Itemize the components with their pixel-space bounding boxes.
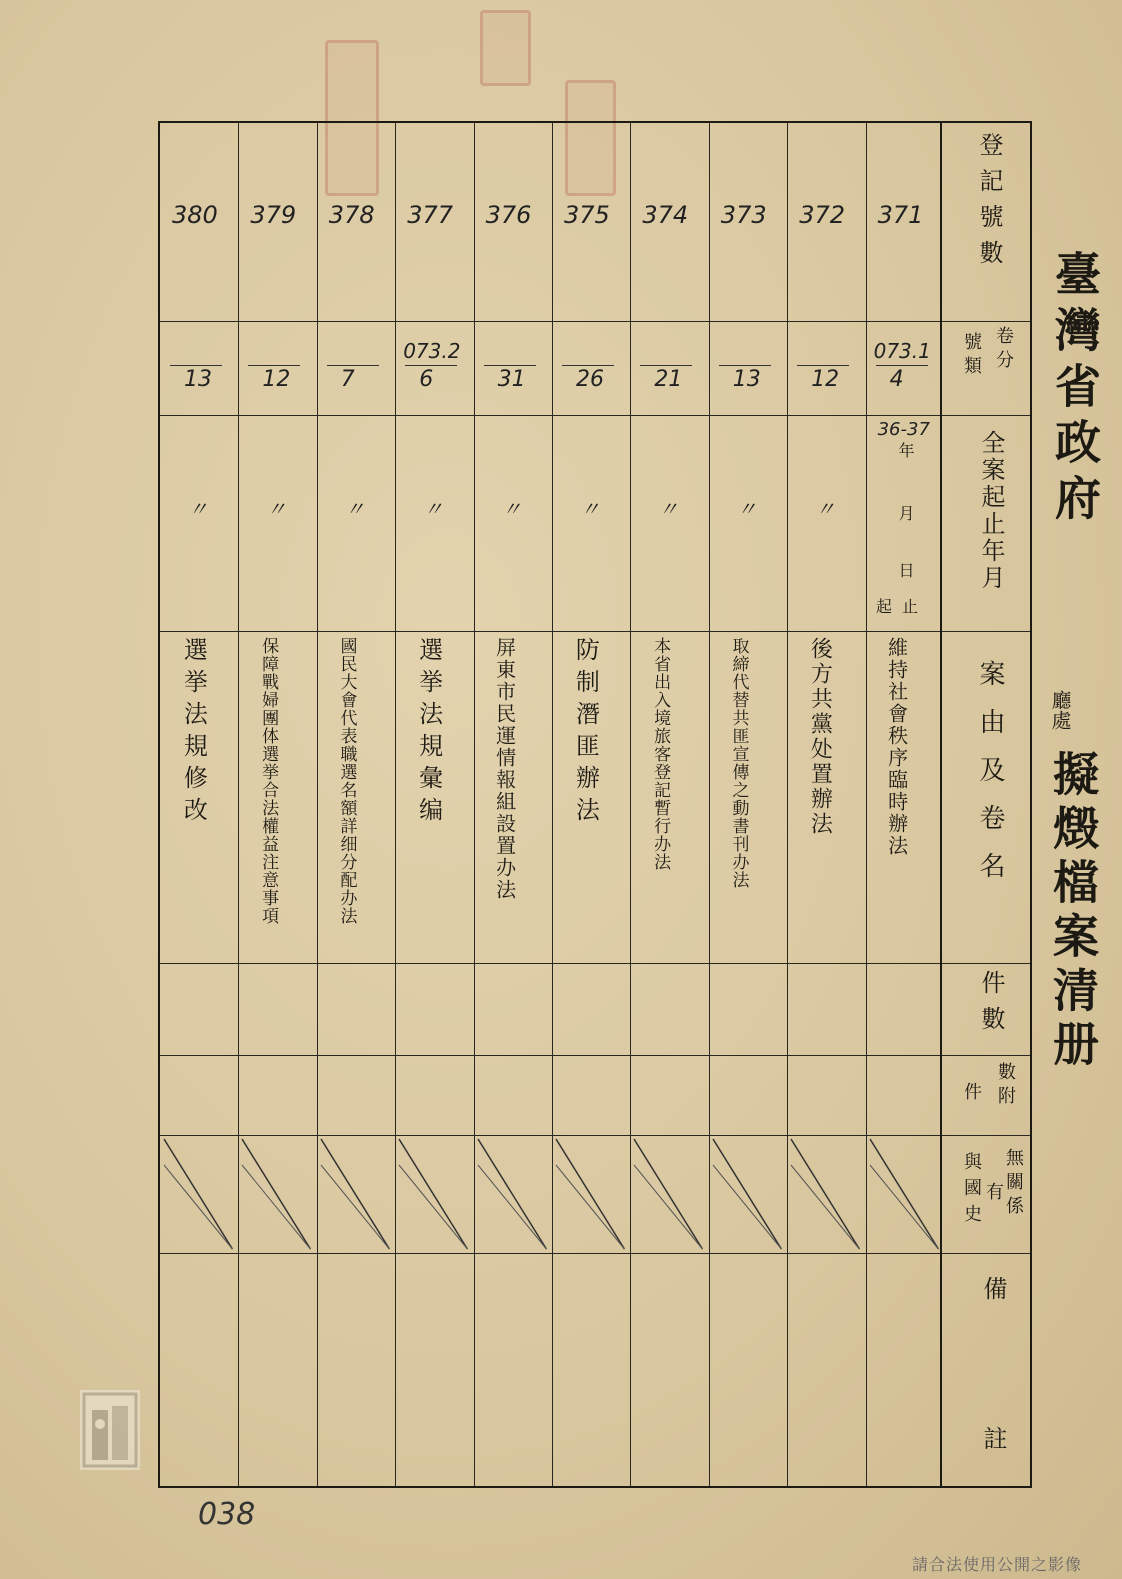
- volume-class-number: 12: [262, 367, 291, 392]
- document-dept: 廳處: [1048, 690, 1072, 730]
- class-fraction-line: [876, 365, 928, 366]
- subject-title: 維持社會秩序臨時辦法: [884, 637, 909, 857]
- header-divider: [942, 321, 1030, 322]
- row-divider: [160, 631, 940, 632]
- header-subject: 案由及卷名: [975, 660, 1005, 900]
- header-history-c: 與國史: [961, 1152, 982, 1230]
- class-fraction-line: [170, 365, 222, 366]
- history-slash-mark: [630, 1135, 708, 1253]
- document-subtitle: 擬燬檔案清册: [1046, 750, 1100, 1074]
- volume-class-number: 31: [497, 367, 526, 392]
- row-divider: [160, 963, 940, 964]
- column-divider: [866, 123, 867, 1486]
- record-number: 371: [877, 201, 924, 229]
- header-vol-class-a: 卷分: [993, 326, 1014, 374]
- period-ditto: 〃: [501, 497, 522, 521]
- header-items: 件數: [977, 970, 1005, 1042]
- volume-class-number: 21: [654, 367, 683, 392]
- period-ditto: 〃: [658, 497, 679, 521]
- header-remarks-b: 註: [979, 1426, 1007, 1462]
- history-slash-mark: [474, 1135, 552, 1253]
- row-divider: [160, 1253, 940, 1254]
- history-slash-mark: [552, 1135, 630, 1253]
- record-number: 376: [485, 201, 532, 229]
- subject-title: 後方共黨处置辦法: [807, 637, 833, 837]
- header-history-b: 有: [983, 1182, 1004, 1206]
- row-divider: [160, 1055, 940, 1056]
- header-vol-class-b: 號類: [961, 332, 982, 380]
- row-divider: [160, 321, 940, 322]
- subject-title: 選挙法規彙编: [414, 637, 443, 829]
- archive-logo-icon: [66, 1380, 156, 1480]
- period-ditto: 〃: [580, 497, 600, 521]
- document-title: 臺灣省政府: [1048, 250, 1102, 530]
- footer-notice: 請合法使用公開之影像: [912, 1555, 1083, 1574]
- history-slash-mark: [160, 1135, 238, 1253]
- period-sub-year: 年: [896, 442, 915, 470]
- volume-class-number: 4: [889, 367, 904, 392]
- history-slash-mark: [395, 1135, 473, 1253]
- header-divider: [942, 1055, 1030, 1056]
- subject-title: 選挙法規修改: [179, 637, 208, 829]
- header-attach-a: 數附: [995, 1062, 1016, 1110]
- period-sub-range: 起止: [876, 597, 929, 616]
- seal-stamp: [480, 10, 531, 86]
- record-number: 374: [642, 201, 689, 229]
- class-fraction-line: [248, 365, 300, 366]
- record-number: 380: [172, 201, 218, 229]
- volume-class-number: 26: [576, 367, 604, 392]
- record-number: 375: [564, 201, 610, 229]
- subject-title: 本省出入境旅客登記暫行办法: [650, 637, 671, 871]
- history-slash-mark: [317, 1135, 395, 1253]
- period-ditto: 〃: [423, 497, 444, 521]
- column-divider: [317, 123, 318, 1486]
- header-divider: [942, 963, 1030, 964]
- column-divider: [474, 123, 475, 1486]
- volume-class-number: 13: [184, 367, 212, 392]
- volume-class-number: 13: [732, 367, 761, 392]
- period-ditto: 〃: [188, 497, 208, 521]
- record-number: 379: [250, 201, 297, 229]
- header-remarks-a: 備: [979, 1276, 1007, 1312]
- column-divider: [709, 123, 710, 1486]
- header-reg-no: 登記號數: [975, 132, 1003, 276]
- column-divider: [238, 123, 239, 1486]
- subject-title: 屏東市民運情報組設置办法: [492, 637, 517, 901]
- period-ditto: 〃: [736, 497, 757, 521]
- header-divider: [942, 415, 1030, 416]
- class-fraction-line: [640, 365, 692, 366]
- subject-title: 防制潛匪辦法: [571, 637, 600, 829]
- period-sub-month: 月: [896, 505, 915, 533]
- column-divider: [630, 123, 631, 1486]
- period-ditto: 〃: [266, 497, 287, 521]
- column-divider: [787, 123, 788, 1486]
- record-number: 377: [407, 201, 453, 229]
- volume-class-number: 6: [419, 367, 434, 392]
- record-number: 378: [328, 201, 375, 229]
- class-fraction-line: [719, 365, 771, 366]
- history-slash-mark: [866, 1135, 944, 1253]
- class-fraction-line: [797, 365, 849, 366]
- volume-class-top: 073.1: [873, 339, 931, 363]
- class-fraction-line: [562, 365, 614, 366]
- row-divider: [160, 415, 940, 416]
- period-years: 36-37: [877, 419, 930, 440]
- volume-class-top: 073.2: [403, 339, 461, 363]
- header-period: 全案起止年月: [977, 430, 1005, 592]
- record-number: 372: [799, 201, 845, 229]
- period-sub-day: 日: [896, 562, 915, 590]
- class-fraction-line: [327, 365, 379, 366]
- header-history-a: 無關係: [1003, 1148, 1024, 1220]
- subject-title: 國民大會代表職選名額詳细分配办法: [336, 637, 357, 925]
- header-attach-b: 件: [961, 1082, 982, 1106]
- header-divider: [942, 631, 1030, 632]
- header-divider: [942, 1253, 1030, 1254]
- subject-title: 保障戰婦團体選挙合法權益注意事項: [258, 637, 279, 925]
- history-slash-mark: [787, 1135, 865, 1253]
- column-divider: [395, 123, 396, 1486]
- class-fraction-line: [484, 365, 536, 366]
- history-slash-mark: [238, 1135, 316, 1253]
- history-slash-mark: [709, 1135, 787, 1253]
- volume-class-number: 7: [340, 367, 355, 392]
- period-ditto: 〃: [344, 497, 365, 521]
- record-number: 373: [720, 201, 767, 229]
- subject-title: 取締代替共匪宣傳之動書刊办法: [728, 637, 749, 889]
- period-ditto: 〃: [815, 497, 836, 521]
- volume-class-number: 12: [811, 367, 840, 392]
- page-number: 038: [198, 1497, 256, 1532]
- class-fraction-line: [405, 365, 457, 366]
- column-divider: [552, 123, 553, 1486]
- header-divider: [942, 1135, 1030, 1136]
